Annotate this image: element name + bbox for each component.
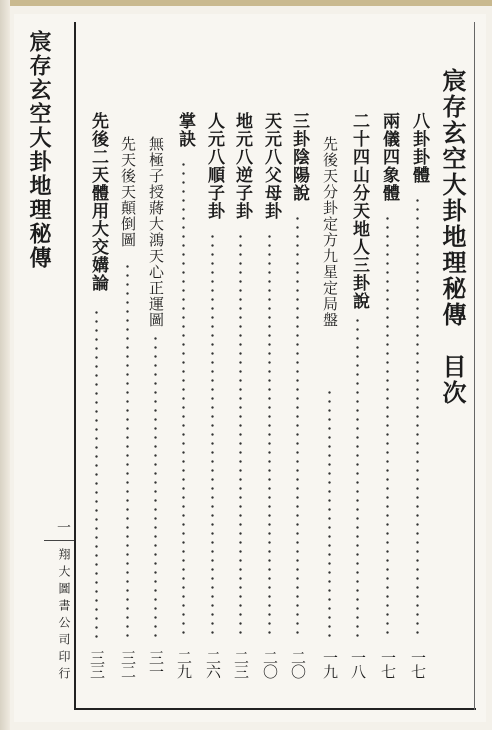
toc-entry-3-leader xyxy=(356,316,359,638)
toc-entry-11-page: 三二 xyxy=(119,650,137,678)
toc-entry-9-label: 掌訣 xyxy=(175,112,195,148)
toc-entry-3-label: 二十四山分天地人三卦說 xyxy=(349,112,369,310)
toc-entry-8-label: 人元八順子卦 xyxy=(204,112,224,220)
toc-entry-9-leader xyxy=(182,160,185,638)
right-frame-line xyxy=(474,22,475,710)
margin-divider-line xyxy=(44,540,74,541)
toc-entry-7-label: 地元八逆子卦 xyxy=(232,112,252,220)
toc-entry-12-label: 先後二天體用大交媾論 xyxy=(88,112,108,292)
toc-entry-4-leader xyxy=(328,388,331,638)
inner-frame-line xyxy=(74,22,76,710)
toc-entry-10-label: 無極子授蔣大鴻天心正運圖 xyxy=(147,136,165,328)
toc-entry-4-page: 一九 xyxy=(321,650,339,678)
toc-entry-7-leader xyxy=(239,232,242,638)
toc-entry-2-page: 一七 xyxy=(379,650,397,678)
toc-entry-12-page: 三三 xyxy=(88,650,106,678)
toc-entry-2-leader xyxy=(386,214,389,638)
toc-entry-9-page: 二九 xyxy=(175,650,193,678)
toc-entry-11-label: 先天後天顛倒圖 xyxy=(119,136,137,248)
top-edge-band xyxy=(0,0,492,6)
toc-entry-8-page: 二六 xyxy=(204,650,222,678)
toc-entry-6-label: 天元八父母卦 xyxy=(261,112,281,220)
main-title: 宸存玄空大卦地理秘傳 目次 xyxy=(438,68,467,406)
toc-entry-8-leader xyxy=(211,232,214,638)
side-book-title: 宸存玄空大卦地理秘傳 xyxy=(26,30,52,270)
folio-number: 一 xyxy=(55,520,71,534)
toc-entry-10-page: 三一 xyxy=(147,650,165,678)
bottom-frame-line xyxy=(74,708,476,710)
toc-entry-5-label: 三卦陰陽說 xyxy=(289,112,309,202)
toc-entry-4-label: 先後天分卦定方九星定局盤 xyxy=(321,136,339,328)
toc-entry-2-label: 兩儀四象體 xyxy=(379,112,399,202)
toc-entry-12-leader xyxy=(95,308,98,638)
toc-entry-6-leader xyxy=(268,232,271,638)
toc-entry-11-leader xyxy=(126,262,129,638)
toc-entry-6-page: 二〇 xyxy=(261,650,279,678)
toc-entry-1-label: 八卦卦體 xyxy=(409,112,429,184)
toc-entry-10-leader xyxy=(154,334,157,638)
toc-entry-7-page: 二三 xyxy=(232,650,250,678)
book-gutter-shadow xyxy=(0,0,10,730)
toc-entry-1-page: 一七 xyxy=(409,650,427,678)
toc-entry-5-page: 二〇 xyxy=(289,650,307,678)
toc-entry-5-leader xyxy=(296,214,299,638)
toc-entry-1-leader xyxy=(416,196,419,638)
toc-entry-3-page: 一八 xyxy=(349,650,367,678)
publisher-imprint: 翔大圖書公司印行 xyxy=(57,548,71,684)
